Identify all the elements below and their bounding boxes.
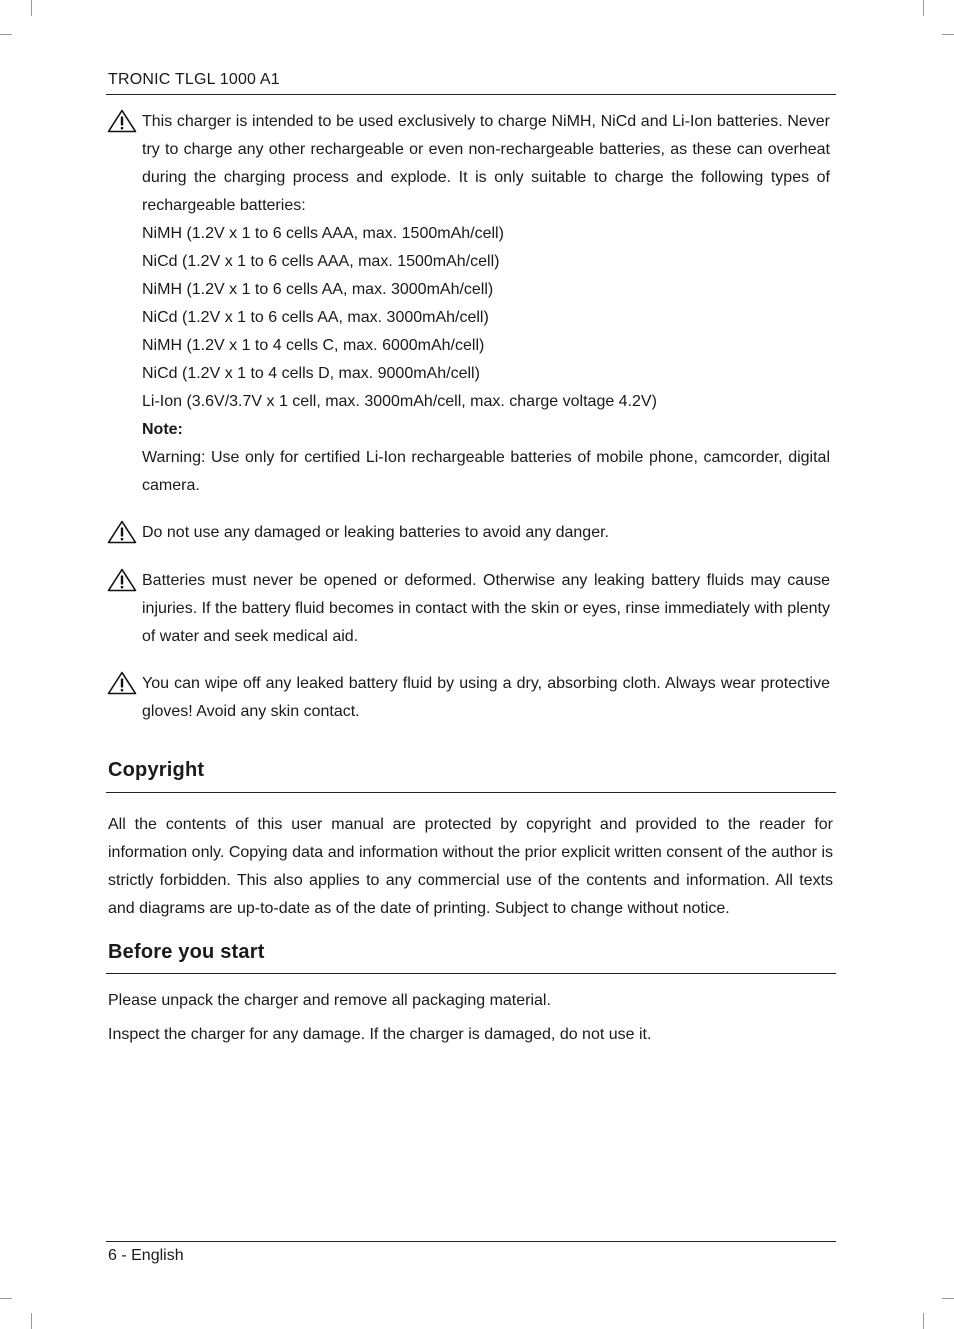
section-rule-copyright [106,792,836,793]
before-you-start-paragraph: Please unpack the charger and remove all packaging material. [108,992,551,1009]
battery-type-item: NiMH (1.2V x 1 to 6 cells AAA, max. 1500mAh/cell) [142,225,504,242]
battery-type-item: NiMH (1.2V x 1 to 6 cells AA, max. 3000mAh/cell) [142,281,494,298]
crop-mark-top-left [31,0,32,16]
note-text: Warning: Use only for certified Li-Ion rechargeable batteries of mobile phone, camcorder, digital camera. [142,449,830,494]
warning-text: You can wipe off any leaked battery fluid by using a dry, absorbing cloth. Always wear protective gloves! Avoid any skin contact. [142,675,830,720]
battery-type-item: NiCd (1.2V x 1 to 6 cells AA, max. 3000mAh/cell) [142,309,489,326]
page-number-label: 6 - English [108,1247,184,1264]
crop-mark-left-top [0,34,12,35]
crop-mark-right-top [942,34,954,35]
crop-mark-top-right [923,0,924,16]
battery-type-list [142,220,830,416]
battery-type-item: NiCd (1.2V x 1 to 6 cells AAA, max. 1500mAh/cell) [142,253,500,270]
warning-triangle-icon [107,109,137,133]
warning-triangle-icon [107,671,137,695]
section-rule-before-you-start [106,973,836,974]
warning-triangle-icon [107,520,137,544]
warning-triangle-icon [107,568,137,592]
warning-block-damaged-batteries [106,519,830,547]
note-label: Note: [142,421,183,438]
page-header-title: TRONIC TLGL 1000 A1 [108,71,280,88]
section-heading-before-you-start: Before you start [108,941,265,963]
crop-mark-right-bottom [942,1298,954,1299]
warning-intro-text: This charger is intended to be used exclusively to charge NiMH, NiCd and Li-Ion batteries. Never try to charge any other rechargeable or even non-rechargeable batteries, as these can overheat during the charging process and explode. It is only suitable to charge the following types of rechargeable batteries: [142,113,830,214]
copyright-paragraph: All the contents of this user manual are protected by copyright and provided to the reader for information only. Copying data and information without the prior explicit written consent of the author is strictly forbidden. This also applies to any commercial use of the contents and information. All texts and diagrams are up-to-date as of the date of printing. Subject to change without notice. [108,816,833,917]
crop-mark-bottom-right [923,1313,924,1329]
header-rule [106,94,836,95]
warning-text: Batteries must never be opened or deformed. Otherwise any leaking battery fluids may cause injuries. If the battery fluid becomes in contact with the skin or eyes, rinse immediately with plenty of water and seek medical aid. [142,572,830,645]
warning-block-leaked-fluid [106,670,830,726]
warning-block-charger-usage [106,108,830,500]
battery-type-item: NiCd (1.2V x 1 to 4 cells D, max. 9000mAh/cell) [142,365,480,382]
before-you-start-paragraph: Inspect the charger for any damage. If the charger is damaged, do not use it. [108,1026,652,1043]
section-heading-copyright: Copyright [108,759,205,781]
warning-block-opened-batteries [106,567,830,651]
crop-mark-bottom-left [31,1313,32,1329]
warning-text: Do not use any damaged or leaking batteries to avoid any danger. [142,524,609,541]
footer-rule [106,1241,836,1242]
battery-type-item: Li-Ion (3.6V/3.7V x 1 cell, max. 3000mAh/cell, max. charge voltage 4.2V) [142,393,657,410]
crop-mark-left-bottom [0,1298,12,1299]
battery-type-item: NiMH (1.2V x 1 to 4 cells C, max. 6000mAh/cell) [142,337,485,354]
